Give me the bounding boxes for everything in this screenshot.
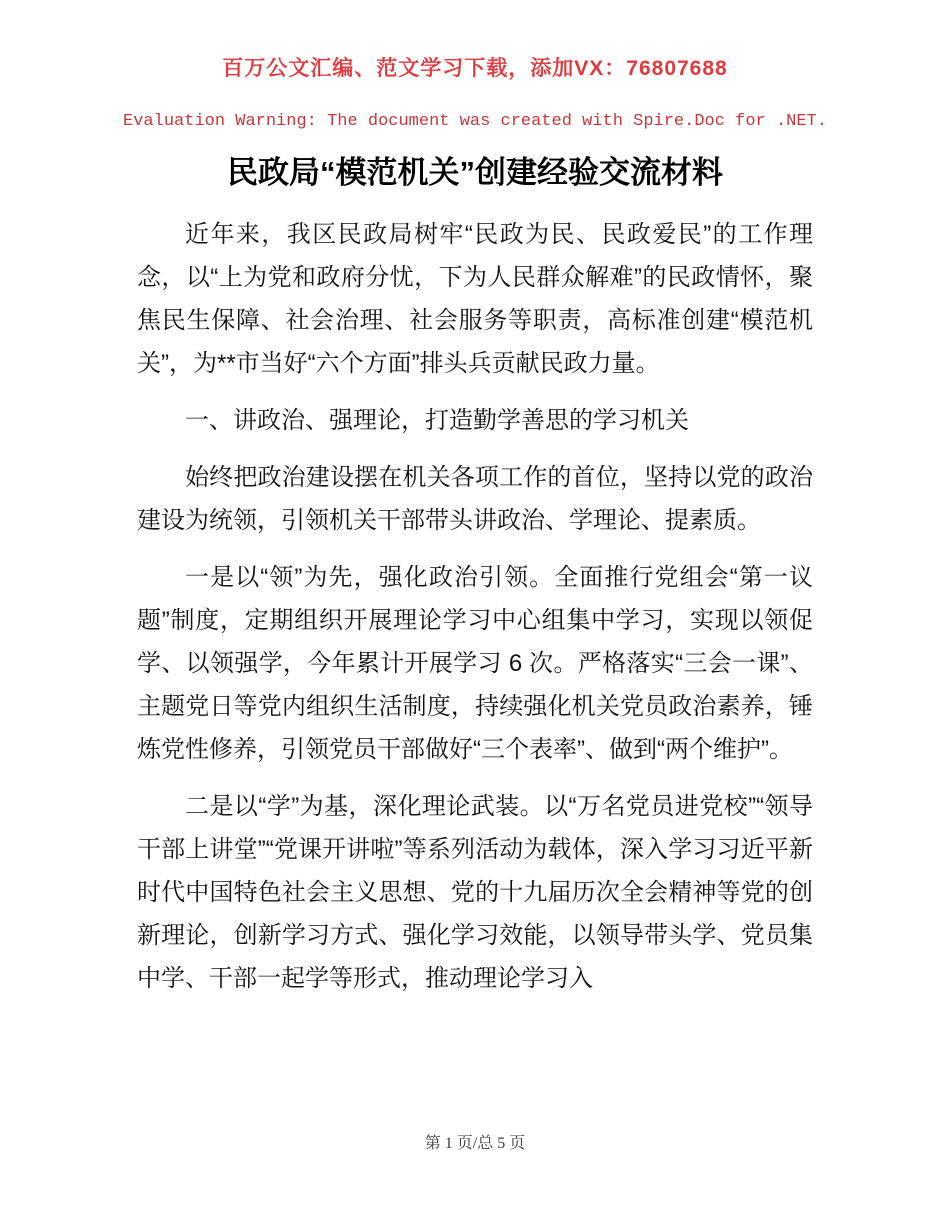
page-number-indicator: 第 1 页/总 5 页 (424, 1135, 526, 1152)
body-paragraph-4: 二是以“学”为基，深化理论武装。以“万名党员进党校”“领导干部上讲堂”“党课开讲啦”等系列活动为载体，深入学习习近平新时代中国特色社会主义思想、党的十九届历次全会精神等党的创新理论，创新学习方式、强化学习效能，以领导带头学、党员集中学、干部一起学等形式，推动理论学习入 (137, 793, 813, 992)
body-paragraph-1: 近年来，我区民政局树牢“民政为民、民政爱民”的工作理念，以“上为党和政府分忧，下为人民群众解难”的民政情怀，聚焦民生保障、社会治理、社会服务等职责，高标准创建“模范机关”，为**市当好“六个方面”排头兵贡献民政力量。 (137, 221, 813, 377)
body-paragraph-3: 一是以“领”为先，强化政治引领。全面推行党组会“第一议题”制度，定期组织开展理论学习中心组集中学习，实现以领促学、以领强学，今年累计开展学习 6 次。严格落实“三会一课”、主题党日等党内组织生活制度，持续强化机关党员政治素养，锤炼党性修养，引领党员干部做好“三个表率”、做到“两个维护”。 (137, 564, 813, 763)
document-body (137, 213, 813, 1101)
body-paragraph-2: 始终把政治建设摆在机关各项工作的首位，坚持以党的政治建设为统领，引领机关干部带头讲政治、学理论、提素质。 (137, 464, 813, 534)
document-title: 民政局“模范机关”创建经验交流材料 (227, 155, 723, 190)
section-heading-1: 一、讲政治、强理论，打造勤学善思的学习机关 (185, 407, 689, 434)
evaluation-warning: Evaluation Warning: The document was created with Spire.Doc for .NET. (123, 112, 827, 131)
promo-banner: 百万公文汇编、范文学习下载，添加VX：76807688 (222, 57, 728, 80)
